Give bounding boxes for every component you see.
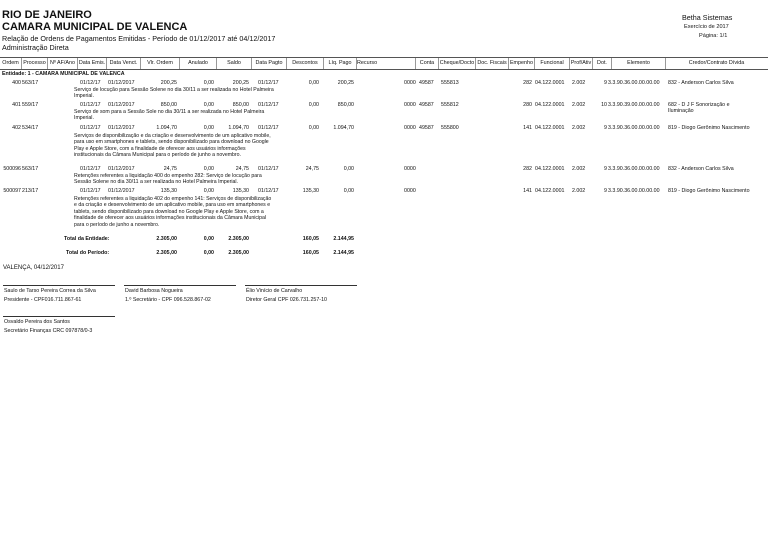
total-saldo: 2.305,00 (228, 236, 249, 242)
col-header: Dot. (593, 58, 612, 69)
col-header: Líq. Pago (324, 58, 357, 69)
cell-prof: 2.002 (572, 166, 586, 172)
entity-label: Entidade: 1 - CAMARA MUNICIPAL DE VALENCA (2, 71, 125, 77)
cell-credor: 819 - Diogo Gerônimo Nascimento (668, 125, 750, 131)
col-header: Data Pagto (252, 58, 287, 69)
total-label: Total da Entidade: (64, 236, 110, 242)
cell-recurso: 0000 (404, 102, 416, 108)
cell-pagto: 01/12/17 (258, 166, 279, 172)
cell-anulado: 0,00 (203, 166, 214, 172)
cell-recurso: 0000 (404, 188, 416, 194)
cell-venc: 01/12/2017 (108, 102, 135, 108)
col-header: Ordem (0, 58, 22, 69)
cell-prof: 2.002 (572, 80, 586, 86)
cell-processo: 213/17 (22, 188, 39, 194)
cell-venc: 01/12/2017 (108, 125, 135, 131)
signature-name: Osvaldo Pereira dos Santos (4, 319, 70, 325)
page-number: Página: 1/1 (699, 33, 728, 39)
signature-name: Élio Vinício de Carvalho (246, 288, 303, 294)
cell-cheque: 555813 (441, 80, 459, 86)
col-header: Funcional (535, 58, 570, 69)
cell-elemento: 3.3.90.36.00.00.00.00 (608, 166, 660, 172)
cell-processo: 563/17 (22, 80, 39, 86)
total-descontos: 160,05 (302, 236, 319, 242)
col-header: Data Venct. (107, 58, 141, 69)
total-liquido: 2.144,95 (333, 236, 354, 242)
cell-venc: 01/12/2017 (108, 188, 135, 194)
system-name: Betha Sistemas (682, 13, 733, 22)
cell-ordem: 500097 (3, 188, 21, 194)
cell-descontos: 135,30 (302, 188, 319, 194)
cell-saldo: 850,00 (232, 102, 249, 108)
cell-processo: 559/17 (22, 102, 39, 108)
cell-emis: 01/12/17 (80, 125, 101, 131)
cell-descontos: 0,00 (308, 80, 319, 86)
cell-cheque: 555800 (441, 125, 459, 131)
signature-line (3, 316, 115, 317)
col-header: Descontos (287, 58, 324, 69)
cell-emis: 01/12/17 (80, 188, 101, 194)
row-description: Retenções referentes a liquidação 400 do empenho 282: Serviço de locução para Sessão Solene no dia 30/11 a ser realizada no Hotel Palmeira Imperial. (74, 173, 262, 186)
cell-valor: 1.094,70 (156, 125, 177, 131)
cell-credor: 832 - Anderson Carlos Silva (668, 166, 734, 172)
col-header: Nº AF/Ano (48, 58, 78, 69)
place-date: VALENÇA, 04/12/2017 (3, 265, 64, 271)
cell-conta: 49587 (419, 80, 434, 86)
cell-ordem: 400 (12, 80, 21, 86)
signature-line (124, 285, 236, 286)
cell-funcional: 04.122.0001 (535, 102, 565, 108)
cell-liquido: 0,00 (343, 166, 354, 172)
cell-funcional: 04.122.0001 (535, 80, 565, 86)
col-header: Saldo (217, 58, 252, 69)
cell-anulado: 0,00 (203, 125, 214, 131)
cell-valor: 135,30 (160, 188, 177, 194)
report-title: Relação de Ordens de Pagamentos Emitidas - Período de 01/12/2017 até 04/12/2017 (2, 34, 276, 43)
cell-empenho: 280 (523, 102, 532, 108)
total-label: Total do Período: (66, 250, 110, 256)
cell-elemento: 3.3.90.36.00.00.00.00 (608, 80, 660, 86)
cell-ordem: 402 (12, 125, 21, 131)
cell-liquido: 850,00 (337, 102, 354, 108)
cell-liquido: 1.094,70 (333, 125, 354, 131)
cell-empenho: 141 (523, 125, 532, 131)
entity-name: RIO DE JANEIRO (2, 9, 92, 21)
cell-dot: 9 (604, 80, 607, 86)
cell-credor: 819 - Diogo Gerônimo Nascimento (668, 188, 750, 194)
signature-role: Diretor Geral CPF 026.731.257-10 (246, 297, 327, 303)
signature-name: David Barbosa Nogueira (125, 288, 183, 294)
cell-saldo: 135,30 (232, 188, 249, 194)
cell-saldo: 200,25 (232, 80, 249, 86)
col-header: Prof/Ativ (570, 58, 593, 69)
total-anulado: 0,00 (203, 250, 214, 256)
cell-dot: 10 (601, 102, 607, 108)
cell-ordem: 500096 (3, 166, 21, 172)
col-header: Elemento (612, 58, 666, 69)
cell-emis: 01/12/17 (80, 80, 101, 86)
admin-label: Administração Direta (2, 43, 69, 52)
cell-prof: 2.002 (572, 102, 586, 108)
cell-funcional: 04.122.0001 (535, 188, 565, 194)
cell-ordem: 401 (12, 102, 21, 108)
cell-venc: 01/12/2017 (108, 80, 135, 86)
cell-liquido: 200,25 (337, 80, 354, 86)
cell-anulado: 0,00 (203, 188, 214, 194)
cell-prof: 2.002 (572, 188, 586, 194)
col-header: Recurso (357, 58, 416, 69)
col-header: Credor/Contrato Dívida (688, 60, 745, 66)
cell-dot: 9 (604, 125, 607, 131)
signature-role: Secretário Finanças CRC 097878/0-3 (4, 328, 93, 334)
cell-recurso: 0000 (404, 166, 416, 172)
col-header: Empenho (509, 58, 535, 69)
col-header: Conta (416, 58, 439, 69)
col-header: Processo (22, 58, 48, 69)
cell-emis: 01/12/17 (80, 166, 101, 172)
cell-descontos: 24,75 (305, 166, 319, 172)
col-header: Anulado (180, 58, 217, 69)
total-descontos: 160,05 (302, 250, 319, 256)
cell-anulado: 0,00 (203, 80, 214, 86)
row-description: Serviços de disponibilização e da criação e desenvolvimento de um aplicativo mobile, para uso em smartphones e tablets, sendo disponibilizado para download no Google Play e Apple Store, com a finalidade de oferecer aos usuários informações institucionais da Câmara Municipal para o período de junho a novembro. (74, 133, 271, 159)
cell-pagto: 01/12/17 (258, 80, 279, 86)
cell-elemento: 3.3.90.36.00.00.00.00 (608, 125, 660, 131)
cell-recurso: 0000 (404, 80, 416, 86)
cell-valor: 200,25 (160, 80, 177, 86)
cell-credor: 682 - D J F Sonorização e Iluminação (668, 102, 730, 115)
org-name: CAMARA MUNICIPAL DE VALENCA (2, 21, 188, 33)
row-description: Retenções referentes a liquidação 402 do empenho 141: Serviços de disponibilização e da criação e desenvolvimento de um aplicativo mobile, para uso em smartphones e tablets, sendo disponibilizado para download no Google Play e Apple Store, com a finalidade de oferecer aos usuários informações institucionais da Câmara Municipal para o período de junho a novembro. (74, 196, 272, 228)
cell-funcional: 04.122.0001 (535, 125, 565, 131)
cell-elemento: 3.3.90.39.00.00.00.00 (608, 102, 660, 108)
cell-descontos: 0,00 (308, 125, 319, 131)
cell-processo: 563/17 (22, 166, 39, 172)
col-header: Doc. Fiscais (476, 58, 509, 69)
cell-dot: 9 (604, 188, 607, 194)
cell-anulado: 0,00 (203, 102, 214, 108)
col-header: Vlr. Ordem (141, 58, 180, 69)
col-header: Data Emis. (78, 58, 107, 69)
cell-saldo: 24,75 (235, 166, 249, 172)
cell-credor: 832 - Anderson Carlos Silva (668, 80, 734, 86)
cell-empenho: 282 (523, 166, 532, 172)
signature-line (245, 285, 357, 286)
fiscal-year: Exercício de 2017 (684, 24, 729, 30)
cell-emis: 01/12/17 (80, 102, 101, 108)
cell-saldo: 1.094,70 (228, 125, 249, 131)
cell-pagto: 01/12/17 (258, 125, 279, 131)
cell-elemento: 3.3.90.36.00.00.00.00 (608, 188, 660, 194)
cell-conta: 49587 (419, 102, 434, 108)
cell-pagto: 01/12/17 (258, 188, 279, 194)
total-saldo: 2.305,00 (228, 250, 249, 256)
cell-valor: 24,75 (163, 166, 177, 172)
signature-line (3, 285, 115, 286)
row-description: Serviço de som para a Sessão Sole no dia 30/11 a ser realizada no Hotel Palmeira Imperial. (74, 109, 265, 122)
cell-venc: 01/12/2017 (108, 166, 135, 172)
total-anulado: 0,00 (203, 236, 214, 242)
cell-conta: 49587 (419, 125, 434, 131)
cell-dot: 9 (604, 166, 607, 172)
cell-cheque: 555812 (441, 102, 459, 108)
cell-valor: 850,00 (160, 102, 177, 108)
signature-role: Presidente - CPF016.711.867-61 (4, 297, 82, 303)
cell-prof: 2.002 (572, 125, 586, 131)
cell-empenho: 282 (523, 80, 532, 86)
cell-descontos: 0,00 (308, 102, 319, 108)
table-header (0, 57, 768, 70)
signature-name: Saulo de Tarso Pereira Correa da Silva (4, 288, 96, 294)
cell-liquido: 0,00 (343, 188, 354, 194)
row-description: Serviço de locução para Sessão Solene no dia 30/11 a ser realizada no Hotel Palmeira Imperial. (74, 87, 274, 100)
total-liquido: 2.144,95 (333, 250, 354, 256)
cell-pagto: 01/12/17 (258, 102, 279, 108)
cell-funcional: 04.122.0001 (535, 166, 565, 172)
cell-recurso: 0000 (404, 125, 416, 131)
signature-role: 1.º Secretário - CPF 096.528.867-02 (125, 297, 211, 303)
col-header: Cheque/Docto (439, 58, 476, 69)
total-valor: 2.305,00 (156, 250, 177, 256)
cell-processo: 534/17 (22, 125, 39, 131)
cell-empenho: 141 (523, 188, 532, 194)
total-valor: 2.305,00 (156, 236, 177, 242)
